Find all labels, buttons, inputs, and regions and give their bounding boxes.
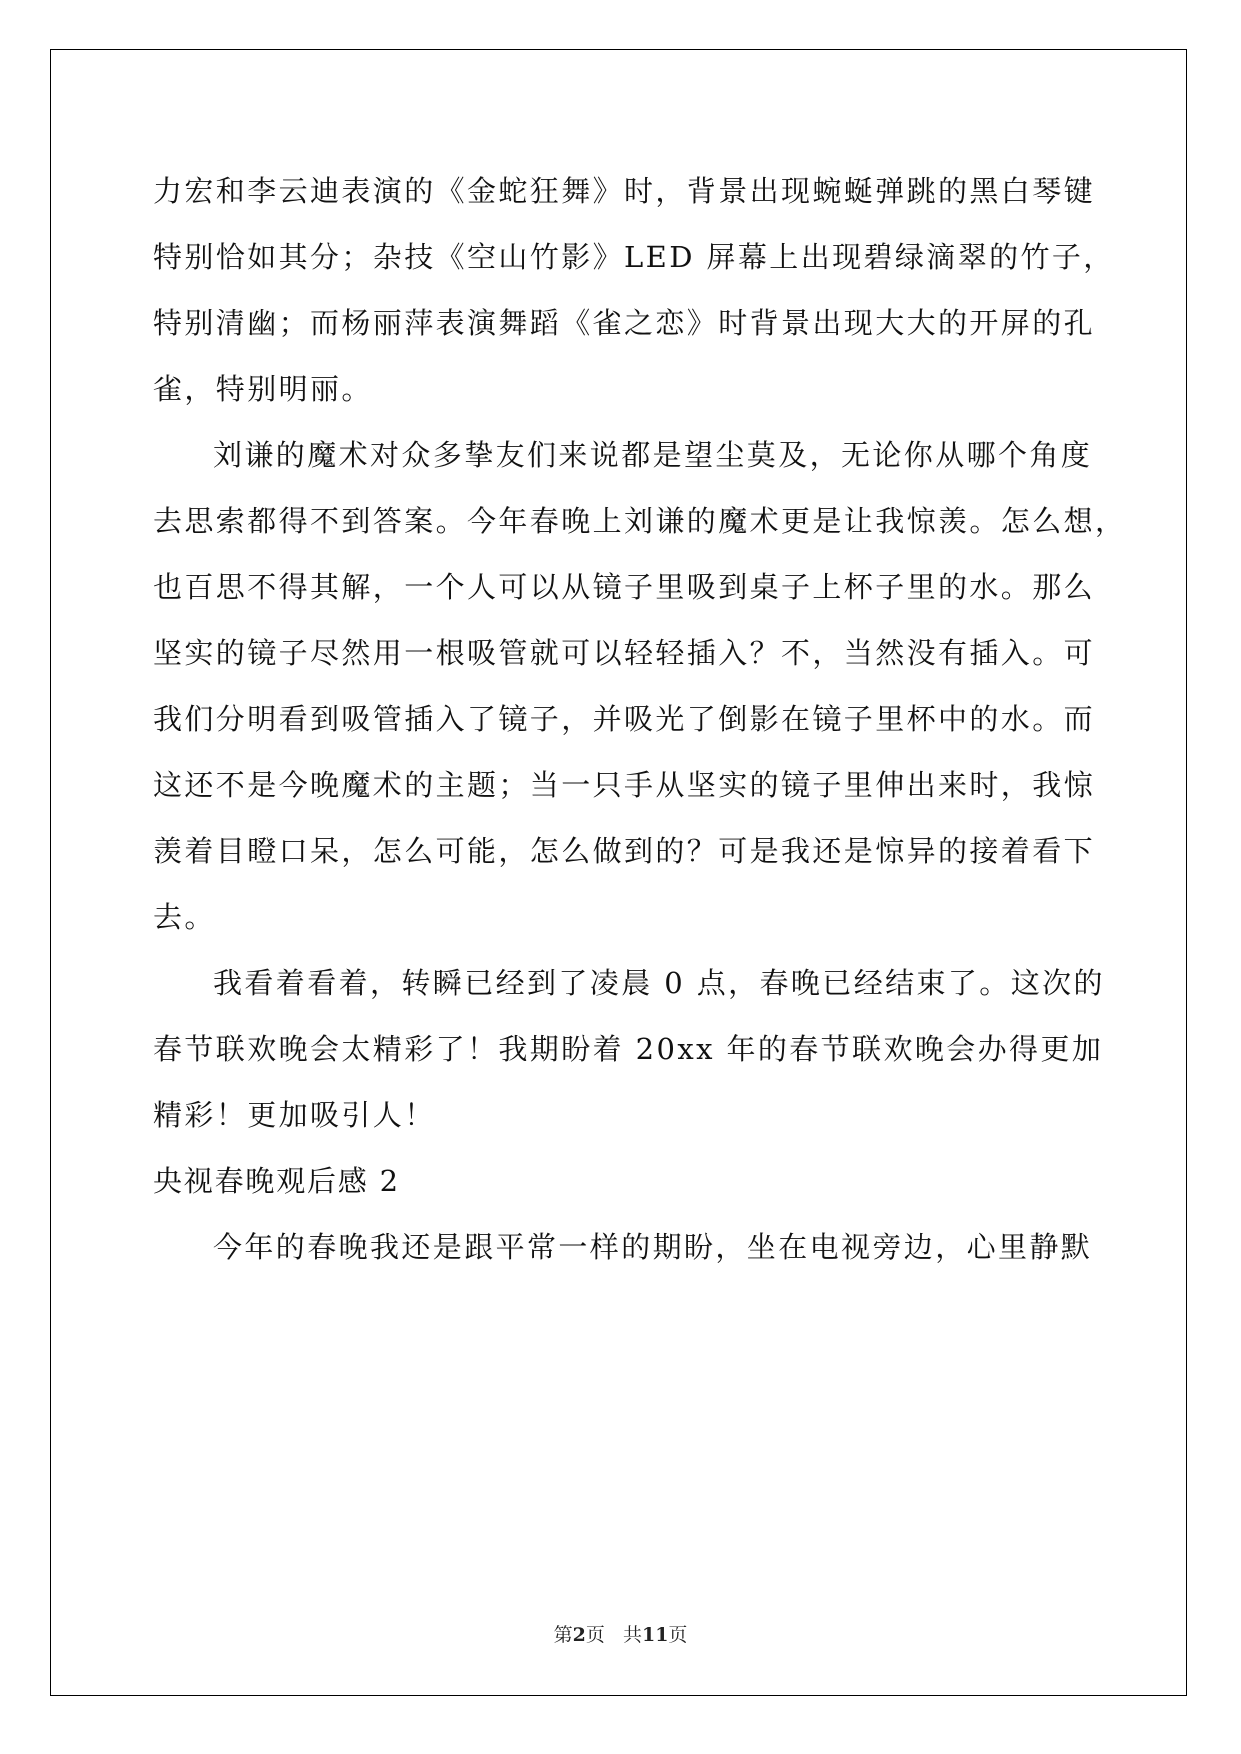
document-body xyxy=(153,165,1127,1287)
text-line: 雀，特别明丽。 xyxy=(153,372,373,406)
text-line: 去。 xyxy=(153,900,216,934)
total-pages: 11 xyxy=(641,1624,669,1646)
text-line: 今年的春晚我还是跟平常一样的期盼，坐在电视旁边，心里静默 xyxy=(213,1230,1093,1264)
text-line: 力宏和李云迪表演的《金蛇狂舞》时，背景出现蜿蜒弹跳的黑白琴键 xyxy=(153,174,1096,208)
text-line: 去思索都得不到答案。今年春晚上刘谦的魔术更是让我惊羡。怎么想， xyxy=(153,504,1127,538)
text-line: 特别清幽；而杨丽萍表演舞蹈《雀之恋》时背景出现大大的开屏的孔 xyxy=(153,306,1096,340)
text-line: 这还不是今晚魔术的主题；当一只手从坚实的镜子里伸出来时，我惊 xyxy=(153,768,1096,802)
page-number: 2 xyxy=(572,1624,586,1646)
page-footer xyxy=(0,1620,1241,1647)
total-suffix: 页 xyxy=(668,1624,688,1646)
text-line: 坚实的镜子尽然用一根吸管就可以轻轻插入？不，当然没有插入。可 xyxy=(153,636,1096,670)
text-line: 我们分明看到吸管插入了镜子，并吸光了倒影在镜子里杯中的水。而 xyxy=(153,702,1096,736)
text-line: 刘谦的魔术对众多挚友们来说都是望尘莫及，无论你从哪个角度 xyxy=(213,438,1093,472)
section-heading: 央视春晚观后感 2 xyxy=(153,1164,400,1198)
text-line: 精彩！更加吸引人！ xyxy=(153,1098,436,1132)
page-prefix: 第 xyxy=(553,1624,573,1646)
text-line: 也百思不得其解，一个人可以从镜子里吸到桌子上杯子里的水。那么 xyxy=(153,570,1096,604)
text-line: 羡着目瞪口呆，怎么可能，怎么做到的？可是我还是惊异的接着看下 xyxy=(153,834,1096,868)
text-line: 春节联欢晚会太精彩了！我期盼着 20xx 年的春节联欢晚会办得更加 xyxy=(153,1032,1104,1066)
text-line: 特别恰如其分；杂技《空山竹影》LED 屏幕上出现碧绿滴翠的竹子， xyxy=(153,240,1115,274)
text-line: 我看着看着，转瞬已经到了凌晨 0 点，春晚已经结束了。这次的 xyxy=(213,966,1105,1000)
page-suffix: 页 xyxy=(585,1624,605,1646)
total-prefix: 共 xyxy=(622,1624,642,1646)
